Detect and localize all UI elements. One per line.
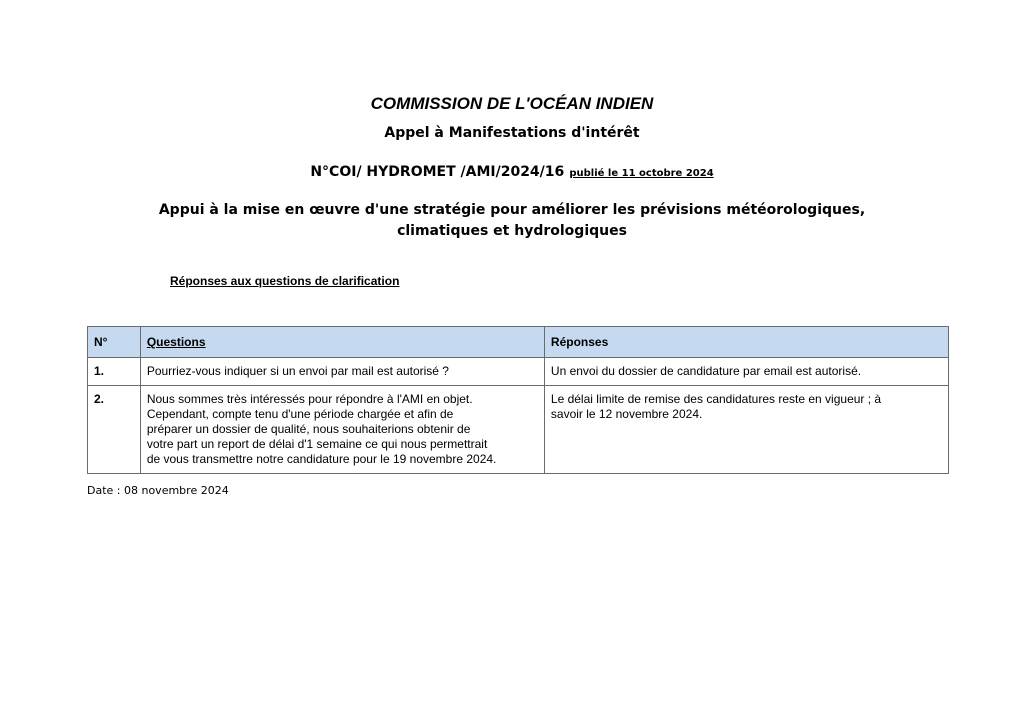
header-responses: Réponses xyxy=(544,327,948,358)
question-cell: Pourriez-vous indiquer si un envoi par mail est autorisé ? xyxy=(140,358,544,386)
question-line: préparer un dossier de qualité, nous souhaiterions obtenir de xyxy=(146,422,471,436)
response-cell xyxy=(544,386,948,474)
header-number: N° xyxy=(88,327,141,358)
organization-title: COMMISSION DE L'OCÉAN INDIEN xyxy=(370,94,654,113)
section-heading: Réponses aux questions de clarification xyxy=(170,274,400,288)
table-header-row xyxy=(88,327,949,358)
response-line: savoir le 12 novembre 2024. xyxy=(550,407,703,421)
reference-line xyxy=(0,161,1024,180)
row-number: 2. xyxy=(88,386,141,474)
response-line: Le délai limite de remise des candidatures reste en vigueur ; à xyxy=(550,392,882,406)
header-questions-label: Questions xyxy=(146,335,206,349)
table-row xyxy=(88,358,949,386)
publication-date: publié le 11 octobre 2024 xyxy=(569,168,714,179)
row-number: 1. xyxy=(88,358,141,386)
question-line: votre part un report de délai d'1 semaine ce qui nous permettrait xyxy=(146,437,488,451)
table-row xyxy=(88,386,949,474)
header-questions xyxy=(140,327,544,358)
reference-number: N°COI/ HYDROMET /AMI/2024/16 xyxy=(310,164,565,180)
question-cell xyxy=(140,386,544,474)
project-title: Appui à la mise en œuvre d'une stratégie pour améliorer les prévisions météorologiques, climatiques et hydrologiques xyxy=(158,202,866,239)
question-line: Cependant, compte tenu d'une période chargée et afin de xyxy=(146,407,454,421)
document-subtitle: Appel à Manifestations d'intérêt xyxy=(384,125,640,141)
document-date: Date : 08 novembre 2024 xyxy=(87,484,229,497)
question-line: Nous sommes très intéressés pour répondre à l'AMI en objet. xyxy=(146,392,473,406)
qa-table xyxy=(87,326,949,474)
question-line: de vous transmettre notre candidature pour le 19 novembre 2024. xyxy=(146,452,497,466)
response-cell: Un envoi du dossier de candidature par email est autorisé. xyxy=(544,358,948,386)
